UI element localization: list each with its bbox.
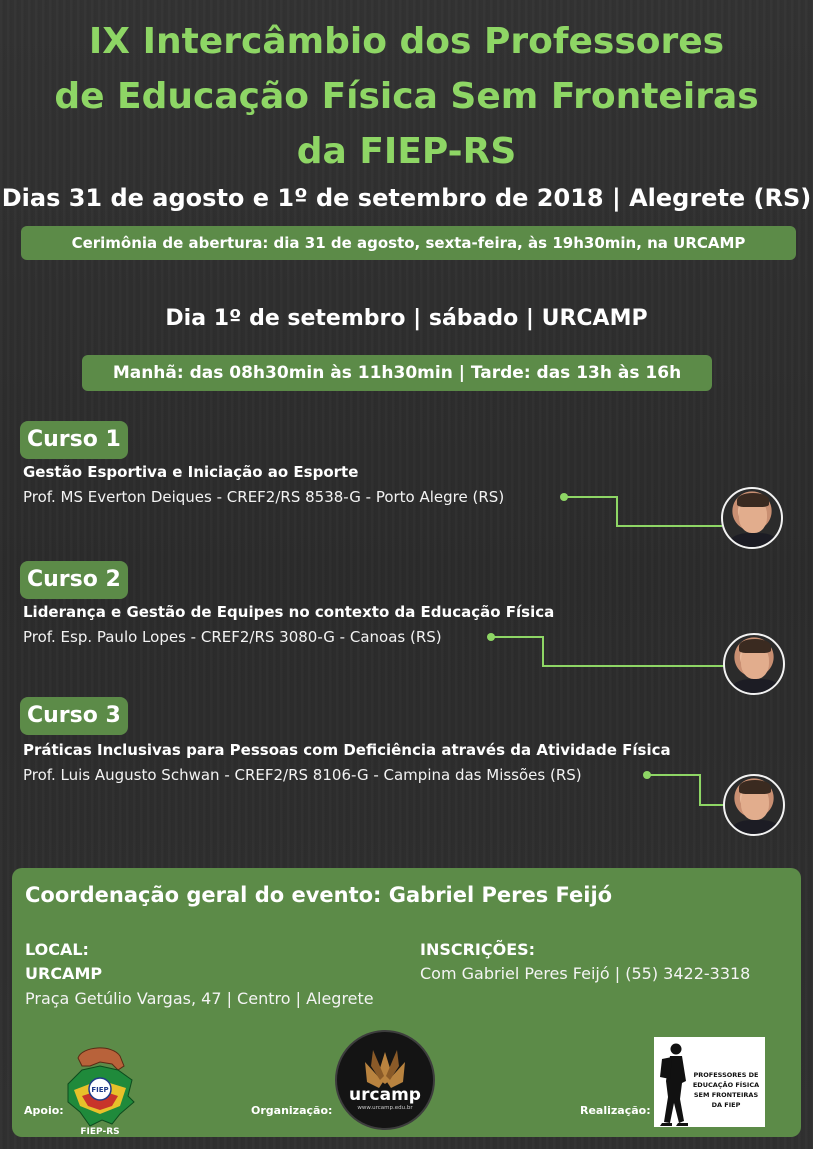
- realization-label: Realização:: [580, 1104, 651, 1117]
- event-title-line-1: IX Intercâmbio dos Professores: [88, 21, 725, 62]
- course-1-professor: Prof. MS Everton Deiques - CREF2/RS 8538-G - Porto Alegre (RS): [23, 488, 505, 506]
- registration-contact: Com Gabriel Peres Feijó | (55) 3422-3318: [420, 964, 751, 983]
- fiep-badge-text: FIEP: [91, 1086, 109, 1094]
- local-label: LOCAL:: [25, 940, 89, 959]
- opening-ceremony-banner: Cerimônia de abertura: dia 31 de agosto, sexta-feira, às 19h30min, na URCAMP: [21, 226, 796, 260]
- course-day-heading: Dia 1º de setembro | sábado | URCAMP: [165, 306, 648, 331]
- course-1-badge: Curso 1: [20, 421, 128, 459]
- course-3-badge: Curso 3: [20, 697, 128, 735]
- local-name: URCAMP: [25, 964, 103, 983]
- course-3-professor: Prof. Luis Augusto Schwan - CREF2/RS 8106-G - Campina das Missões (RS): [23, 766, 582, 784]
- urcamp-logo: [335, 1030, 435, 1130]
- prof-logo-line-4: DA FIEP: [711, 1101, 741, 1109]
- prof-logo-line-3: SEM FRONTEIRAS: [693, 1091, 759, 1099]
- course-1-connector-dot: [560, 493, 568, 501]
- course-3-connector-dot: [643, 771, 651, 779]
- course-2-professor: Prof. Esp. Paulo Lopes - CREF2/RS 3080-G - Canoas (RS): [23, 628, 442, 646]
- registration-label: INSCRIÇÕES:: [420, 940, 536, 959]
- course-1-instructor-photo: [721, 487, 783, 549]
- urcamp-logo-text: urcamp: [349, 1085, 421, 1105]
- fiep-rs-logo: [60, 1040, 140, 1136]
- course-2-instructor-photo: [723, 633, 785, 695]
- event-dates: Dias 31 de agosto e 1º de setembro de 2018 | Alegrete (RS): [1, 184, 812, 212]
- course-3-title: Práticas Inclusivas para Pessoas com Deficiência através da Atividade Física: [23, 741, 671, 759]
- course-2-badge: Curso 2: [20, 561, 128, 599]
- prof-logo-line-2: EDUCAÇÃO FÍSICA: [692, 1081, 760, 1089]
- course-2-title: Liderança e Gestão de Equipes no contexto da Educação Física: [23, 603, 555, 621]
- schedule-banner: Manhã: das 08h30min às 11h30min | Tarde: das 13h às 16h: [82, 355, 712, 391]
- professores-sem-fronteiras-logo: [654, 1037, 765, 1127]
- course-1-connector: [564, 497, 722, 526]
- course-3-instructor-photo: [723, 774, 785, 836]
- event-title-line-2: de Educação Física Sem Fronteiras: [54, 76, 759, 117]
- course-1-title: Gestão Esportiva e Iniciação ao Esporte: [23, 463, 359, 481]
- support-label: Apoio:: [24, 1104, 64, 1117]
- fiep-rs-logo-text: FIEP-RS: [80, 1127, 120, 1136]
- event-title-line-3: da FIEP-RS: [296, 131, 517, 172]
- urcamp-logo-url: www.urcamp.edu.br: [357, 1105, 413, 1111]
- prof-logo-line-1: PROFESSORES DE: [693, 1071, 759, 1079]
- course-3-connector: [647, 775, 724, 805]
- course-2-connector-dot: [487, 633, 495, 641]
- local-address: Praça Getúlio Vargas, 47 | Centro | Alegrete: [25, 989, 374, 1008]
- organization-label: Organização:: [251, 1104, 333, 1117]
- course-2-connector: [491, 637, 724, 666]
- coordination-heading: Coordenação geral do evento: Gabriel Peres Feijó: [25, 883, 613, 907]
